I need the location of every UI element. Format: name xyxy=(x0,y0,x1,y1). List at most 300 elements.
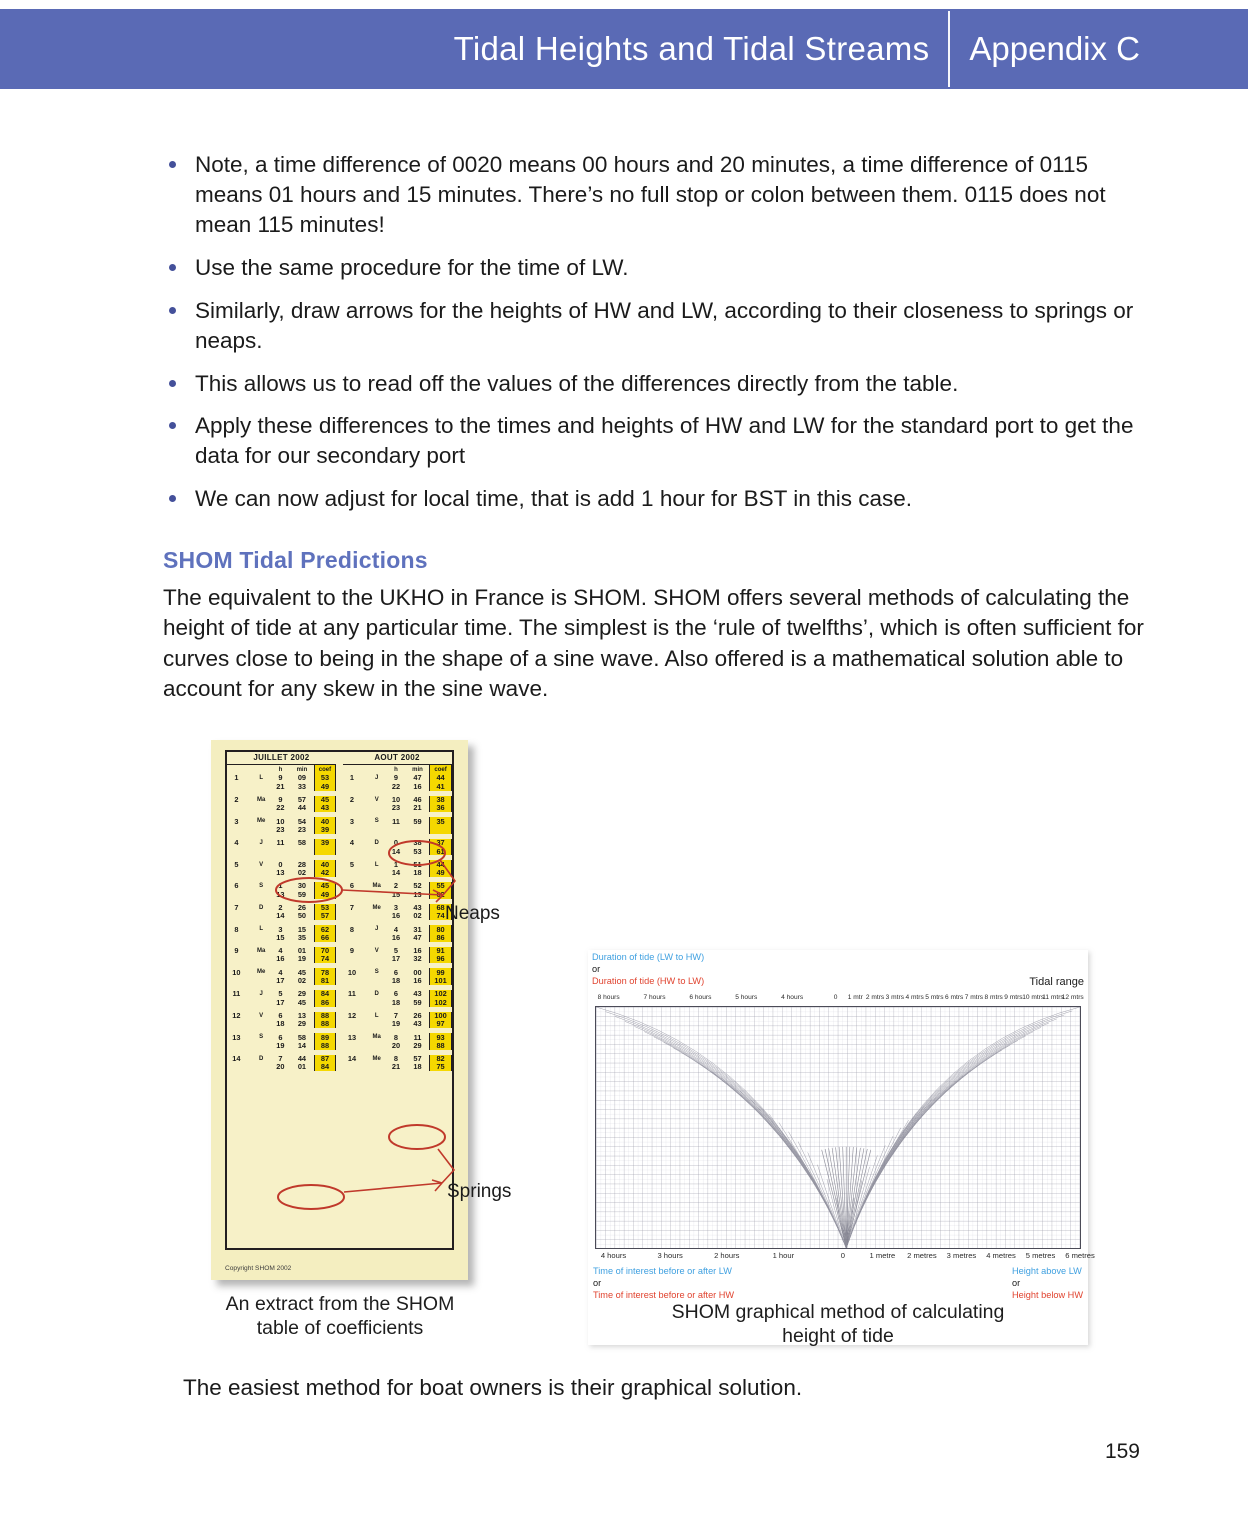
cell-minute-right: 26 xyxy=(413,1010,422,1020)
cell-hour-left: 1 xyxy=(278,881,283,891)
cell-day-right: 2 xyxy=(349,795,354,805)
cell-minute-left: 57 xyxy=(297,795,307,805)
cell-coef-right: 100 xyxy=(430,1012,452,1020)
duration-lw-to-hw-label: Duration of tide (LW to HW) xyxy=(592,952,705,962)
column-gap xyxy=(336,839,343,847)
cell-coef-right: 75 xyxy=(430,1063,452,1071)
cell-dayofweek-left xyxy=(249,933,271,941)
cell-day-right: 14 xyxy=(347,1054,357,1064)
column-gap xyxy=(336,804,343,812)
cell-hour-right: 7 xyxy=(393,1010,399,1020)
cell-dayofweek-right xyxy=(364,998,386,1006)
cell-day-left: 1 xyxy=(234,773,239,783)
cell-dayofweek-left xyxy=(249,804,271,812)
cell-minute-left: 44 xyxy=(297,803,307,813)
column-gap xyxy=(336,1063,343,1071)
section-paragraph: The equivalent to the UKHO in France is SHOM. SHOM offers several methods of calculating the height of tide at any particular time. The simplest is the ‘rule of twelfths’, which is often sufficient for curves close to being in the shape of a sine wave. Also offered is a mathematical solution able to account for any skew in the sine wave. xyxy=(163,585,1144,701)
cell-day-right: 12 xyxy=(347,1010,357,1020)
cell-day-right xyxy=(343,782,365,790)
shom-table-frame xyxy=(225,750,454,1250)
month-header-row xyxy=(227,752,452,765)
cell-coef-right: 36 xyxy=(430,804,452,812)
figure-shom-graph xyxy=(588,950,1095,1347)
top-tick-metres: 0 xyxy=(833,994,838,1001)
bullet-dot-icon xyxy=(169,380,176,387)
cell-coef-right: 74 xyxy=(430,912,452,920)
cell-minute-right: 31 xyxy=(413,924,422,934)
cell-hour-right: 4 xyxy=(393,924,399,934)
top-tick-metres: 10 mtrs xyxy=(1022,994,1045,1001)
cell-minute-right: 16 xyxy=(413,781,422,791)
column-header-h: h xyxy=(278,766,283,773)
page-title: Tidal Heights and Tidal Streams xyxy=(453,30,930,67)
cell-minute-right: 11 xyxy=(413,1032,422,1042)
top-tick-metres: 7 mtrs xyxy=(964,994,984,1001)
list-item-text: Use the same procedure for the time of LW. xyxy=(195,254,629,280)
cell-dayofweek-right: D xyxy=(374,839,379,846)
cell-minute-right: 32 xyxy=(413,954,422,964)
cell-hour-left: 6 xyxy=(278,1010,283,1020)
column-gap xyxy=(336,1033,343,1041)
table-row xyxy=(227,839,452,847)
column-gap xyxy=(336,860,343,868)
cell-coef-left: 62 xyxy=(314,925,336,933)
top-tick-hours: 4 hours xyxy=(781,994,804,1001)
cell-day-left: 3 xyxy=(234,816,239,826)
cell-minute-left xyxy=(292,847,314,855)
cell-coef-right: 91 xyxy=(430,947,452,955)
cell-dayofweek-left: D xyxy=(258,904,264,911)
cell-day-right: 1 xyxy=(349,773,354,783)
cell-day-right: 10 xyxy=(347,967,357,977)
table-row xyxy=(227,825,452,833)
cell-coef-left: 88 xyxy=(314,1012,336,1020)
cell-dayofweek-right: L xyxy=(374,861,379,868)
cell-coef-right xyxy=(430,825,452,833)
bottom-tick-hours: 1 hour xyxy=(772,1251,795,1260)
cell-minute-left: 01 xyxy=(297,946,307,956)
appendix-label: Appendix C xyxy=(969,30,1140,67)
page-content xyxy=(163,150,1153,704)
bottom-tick-metres: 0 xyxy=(840,1251,845,1260)
cell-day-left: 14 xyxy=(232,1054,241,1064)
cell-dayofweek-left xyxy=(249,955,271,963)
figure-left-caption xyxy=(199,1293,481,1341)
cell-coef-left: 43 xyxy=(314,804,336,812)
cell-dayofweek-left xyxy=(249,869,271,877)
column-gap xyxy=(336,817,343,825)
cell-day-right: 4 xyxy=(349,838,354,848)
column-header-coef: coef xyxy=(430,765,452,775)
height-below-hw-label: Height below HW xyxy=(1012,1289,1083,1300)
cell-dayofweek-left: V xyxy=(259,861,264,868)
cell-coef-right: 38 xyxy=(430,796,452,804)
list-item xyxy=(163,150,1153,240)
figure-right-caption-line1: SHOM graphical method of calculating xyxy=(671,1301,1005,1323)
cell-dayofweek-left xyxy=(249,782,271,790)
table-row xyxy=(227,912,452,920)
cell-dayofweek-right xyxy=(364,804,386,812)
top-tick-metres: 11 mtrs xyxy=(1042,994,1064,1001)
graph-top-labels xyxy=(592,952,1088,987)
cell-dayofweek-left: Me xyxy=(256,969,266,976)
graph-top-axis-ticks xyxy=(594,994,1082,1005)
graph-grid-and-fan xyxy=(596,1007,1080,1248)
cell-coef-left: 81 xyxy=(314,977,336,985)
cell-dayofweek-left: J xyxy=(259,991,263,998)
cell-dayofweek-right xyxy=(364,1063,386,1071)
cell-hour-left: 17 xyxy=(276,997,285,1007)
cell-day-right: 11 xyxy=(348,989,356,999)
height-or-label: or xyxy=(1012,1277,1021,1288)
cell-coef-right: 82 xyxy=(430,1055,452,1063)
top-tick-hours: 8 hours xyxy=(597,994,620,1001)
shom-table-card xyxy=(211,740,468,1280)
cell-coef-left: 87 xyxy=(314,1055,336,1063)
cell-hour-left: 17 xyxy=(276,976,285,986)
bottom-tick-hours: 3 hours xyxy=(657,1251,683,1260)
cell-dayofweek-left xyxy=(249,977,271,985)
bottom-tick-hours: 2 hours xyxy=(714,1251,740,1260)
cell-hour-left: 15 xyxy=(276,932,285,942)
cell-hour-right: 10 xyxy=(391,795,401,805)
cell-dayofweek-right xyxy=(364,890,386,898)
cell-day-left xyxy=(227,869,249,877)
section-heading: SHOM Tidal Predictions xyxy=(163,547,428,574)
cell-hour-right: 22 xyxy=(391,781,401,791)
bottom-tick-hours: 4 hours xyxy=(600,1251,627,1260)
cell-minute-left: 33 xyxy=(297,781,307,791)
cell-minute-left: 29 xyxy=(297,989,307,999)
table-row xyxy=(227,1020,452,1028)
top-tick-metres: 9 mtrs xyxy=(1004,994,1023,1001)
column-gap xyxy=(336,1041,343,1049)
cell-coef-left: 39 xyxy=(314,825,336,833)
cell-hour-left: 4 xyxy=(278,946,283,956)
cell-minute-left: 45 xyxy=(297,997,307,1007)
header-inner xyxy=(454,11,1248,87)
cell-day-left xyxy=(227,782,249,790)
cell-hour-left: 19 xyxy=(276,1040,285,1050)
cell-minute-right: 43 xyxy=(413,1019,422,1029)
cell-dayofweek-left xyxy=(249,1063,271,1071)
column-gap xyxy=(336,782,343,790)
cell-hour-right: 8 xyxy=(393,1032,399,1042)
cell-day-left xyxy=(227,933,249,941)
cell-minute-right: 46 xyxy=(413,795,422,805)
cell-day-left xyxy=(227,1041,249,1049)
cell-day-left: 5 xyxy=(234,859,239,869)
cell-coef-left: 49 xyxy=(314,782,336,790)
cell-dayofweek-right: V xyxy=(374,947,379,954)
cell-dayofweek-left: Ma xyxy=(256,947,266,954)
cell-dayofweek-left: J xyxy=(259,839,263,846)
neaps-label: Neaps xyxy=(445,903,500,924)
cell-hour-right: 20 xyxy=(391,1040,401,1050)
cell-day-left xyxy=(227,912,249,920)
cell-hour-right xyxy=(386,825,408,833)
cell-coef-right: 35 xyxy=(430,817,452,825)
cell-minute-right: 18 xyxy=(413,868,422,878)
cell-hour-left: 22 xyxy=(276,803,285,813)
cell-day-left xyxy=(227,955,249,963)
cell-hour-left: 5 xyxy=(278,989,283,999)
cell-day-right xyxy=(343,912,365,920)
column-gap xyxy=(336,955,343,963)
cell-day-left: 6 xyxy=(234,881,239,891)
column-gap xyxy=(336,1020,343,1028)
cell-coef-right: 62 xyxy=(430,890,452,898)
cell-hour-right: 2 xyxy=(393,881,399,891)
cell-minute-right: 53 xyxy=(413,846,422,856)
cell-dayofweek-left: L xyxy=(259,775,263,782)
list-item xyxy=(163,484,1153,514)
column-gap xyxy=(336,752,343,765)
cell-hour-right: 16 xyxy=(391,911,401,921)
list-item xyxy=(163,296,1153,356)
cell-coef-left: 57 xyxy=(314,912,336,920)
list-item-text: Similarly, draw arrows for the heights of HW and LW, according to their closeness to springs or neaps. xyxy=(195,297,1134,353)
graph-bottom-left-labels xyxy=(593,1266,734,1301)
cell-minute-left: 44 xyxy=(297,1054,307,1064)
cell-coef-right: 44 xyxy=(430,860,452,868)
cell-hour-right: 17 xyxy=(391,954,401,964)
cell-minute-right xyxy=(408,825,430,833)
cell-day-left xyxy=(227,977,249,985)
column-header-h: h xyxy=(394,766,398,773)
column-gap xyxy=(336,977,343,985)
springs-label: Springs xyxy=(447,1181,512,1202)
cell-day-right xyxy=(343,825,365,833)
cell-hour-right: 18 xyxy=(391,976,401,986)
cell-minute-left: 15 xyxy=(297,924,307,934)
cell-coef-left: 53 xyxy=(314,774,336,782)
cell-day-right xyxy=(343,804,365,812)
cell-dayofweek-right: J xyxy=(375,775,379,782)
cell-hour-right: 18 xyxy=(391,997,401,1007)
cell-minute-left: 54 xyxy=(297,816,307,826)
bottom-tick-metres: 6 metres xyxy=(1065,1251,1095,1260)
cell-hour-left: 18 xyxy=(276,1019,285,1029)
table-row xyxy=(227,847,452,855)
cell-hour-left: 3 xyxy=(278,924,283,934)
cell-hour-right: 21 xyxy=(391,1062,401,1072)
cell-minute-left: 45 xyxy=(297,967,307,977)
cell-coef-left: 39 xyxy=(314,839,336,847)
cell-day-left: 10 xyxy=(232,967,241,977)
duration-or-label: or xyxy=(592,963,601,974)
cell-hour-right: 14 xyxy=(391,868,401,878)
column-gap xyxy=(336,947,343,955)
cell-minute-right: 47 xyxy=(413,932,422,942)
graph-bottom-axis-ticks xyxy=(594,1251,1095,1263)
cell-day-right xyxy=(343,977,365,985)
cell-minute-right: 18 xyxy=(413,1062,422,1072)
cell-dayofweek-left: V xyxy=(259,1012,264,1019)
cell-minute-left: 14 xyxy=(297,1040,307,1050)
cell-dayofweek-right xyxy=(364,869,386,877)
cell-coef-left: 66 xyxy=(314,933,336,941)
cell-day-left: 8 xyxy=(234,924,239,934)
column-header-min: min xyxy=(412,766,423,773)
cell-dayofweek-left xyxy=(249,847,271,855)
cell-hour-left: 23 xyxy=(276,824,285,834)
cell-day-left xyxy=(227,890,249,898)
table-row xyxy=(227,890,452,898)
cell-dayofweek-right: J xyxy=(375,926,379,933)
cell-dayofweek-right xyxy=(364,933,386,941)
cell-coef-right: 93 xyxy=(430,1033,452,1041)
cell-dayofweek-right: S xyxy=(374,969,379,976)
graph-plot-area xyxy=(595,1006,1081,1249)
cell-minute-left: 58 xyxy=(297,1032,307,1042)
column-gap xyxy=(336,890,343,898)
figure-right-caption-line2: height of tide xyxy=(782,1324,894,1347)
cell-coef-right: 96 xyxy=(430,955,452,963)
table-row xyxy=(227,998,452,1006)
cell-day-right: 8 xyxy=(349,924,354,934)
cell-day-right: 13 xyxy=(347,1032,357,1042)
cell-dayofweek-left: S xyxy=(259,1034,264,1041)
month-header-right: AOUT 2002 xyxy=(343,752,452,765)
cell-minute-right: 43 xyxy=(413,903,422,912)
cell-dayofweek-right xyxy=(364,955,386,963)
header-divider xyxy=(948,11,950,87)
cell-dayofweek-right xyxy=(364,1041,386,1049)
cell-day-right: 5 xyxy=(349,859,354,869)
cell-day-left xyxy=(227,804,249,812)
cell-coef-left: 45 xyxy=(314,796,336,804)
cell-hour-left: 13 xyxy=(276,889,285,899)
tidal-range-label: Tidal range xyxy=(1029,976,1084,988)
figures-row xyxy=(0,735,1248,1355)
cell-day-right xyxy=(343,1041,365,1049)
cell-hour-right: 8 xyxy=(393,1054,399,1064)
cell-coef-right: 80 xyxy=(430,925,452,933)
cell-minute-right: 57 xyxy=(413,1054,422,1064)
cell-hour-left: 13 xyxy=(276,868,285,878)
table-row xyxy=(227,990,452,998)
cell-minute-left: 26 xyxy=(297,903,307,912)
page-header-band xyxy=(0,9,1248,89)
cell-coef-left: 53 xyxy=(314,904,336,912)
cell-coef-right: 99 xyxy=(430,968,452,976)
cell-minute-right: 21 xyxy=(413,803,422,813)
cell-dayofweek-left: S xyxy=(259,883,264,890)
bottom-tick-metres: 5 metres xyxy=(1025,1251,1056,1260)
cell-hour-left: 14 xyxy=(276,911,285,921)
cell-hour-left: 21 xyxy=(276,781,285,791)
cell-day-right xyxy=(343,1020,365,1028)
cell-hour-right: 9 xyxy=(393,773,399,783)
top-tick-hours: 7 hours xyxy=(643,994,666,1001)
cell-day-left: 2 xyxy=(234,795,239,805)
cell-coef-left: 40 xyxy=(314,817,336,825)
cell-day-left: 9 xyxy=(234,946,239,956)
cell-minute-left: 30 xyxy=(297,881,307,891)
cell-coef-left: 42 xyxy=(314,869,336,877)
top-tick-hours: 5 hours xyxy=(735,994,758,1001)
column-gap xyxy=(336,847,343,855)
list-item xyxy=(163,253,1153,283)
bullet-dot-icon xyxy=(169,495,176,502)
cell-hour-left: 2 xyxy=(278,903,283,912)
cell-day-right: 6 xyxy=(349,881,354,891)
table-row xyxy=(227,869,452,877)
figure-left-caption-line2: table of coefficients xyxy=(256,1316,424,1339)
cell-coef-left: 40 xyxy=(314,860,336,868)
cell-minute-left: 35 xyxy=(297,932,307,942)
cell-coef-left: 70 xyxy=(314,947,336,955)
column-header-blank xyxy=(364,765,386,775)
bullet-dot-icon xyxy=(169,422,176,429)
cell-coef-left: 89 xyxy=(314,1033,336,1041)
cell-day-right xyxy=(343,869,365,877)
cell-dayofweek-right: Ma xyxy=(372,883,381,890)
cell-dayofweek-right: Me xyxy=(372,904,381,911)
cell-day-left: 4 xyxy=(234,838,239,848)
top-tick-metres: 4 mtrs xyxy=(905,994,924,1001)
bottom-tick-metres: 3 metres xyxy=(946,1251,977,1260)
time-of-interest-hw-label: Time of interest before or after HW xyxy=(593,1289,735,1300)
cell-coef-left: 88 xyxy=(314,1041,336,1049)
cell-minute-right: 16 xyxy=(413,946,422,956)
cell-coef-right: 61 xyxy=(430,847,452,855)
cell-coef-right: 88 xyxy=(430,1041,452,1049)
cell-dayofweek-right xyxy=(364,847,386,855)
cell-dayofweek-left xyxy=(249,890,271,898)
top-tick-metres: 6 mtrs xyxy=(944,994,964,1001)
table-row xyxy=(227,1063,452,1071)
cell-minute-right: 38 xyxy=(413,838,422,848)
cell-coef-left: 78 xyxy=(314,968,336,976)
figure-right-caption xyxy=(603,1301,1073,1349)
cell-day-left: 12 xyxy=(232,1010,241,1020)
cell-minute-right: 52 xyxy=(413,881,422,891)
column-header-min: min xyxy=(296,766,308,773)
figure-left-caption-line1: An extract from the SHOM xyxy=(225,1293,455,1315)
list-item-text: Apply these differences to the times and heights of HW and LW for the standard port to get the data for our secondary port xyxy=(195,413,1134,469)
time-of-interest-lw-label: Time of interest before or after LW xyxy=(593,1266,732,1276)
cell-dayofweek-left: D xyxy=(258,1055,264,1062)
column-gap xyxy=(336,968,343,976)
cell-day-left xyxy=(227,1020,249,1028)
cell-coef-right: 41 xyxy=(430,782,452,790)
cell-minute-left: 29 xyxy=(297,1019,307,1029)
cell-minute-right: 59 xyxy=(413,997,422,1007)
table-row xyxy=(227,933,452,941)
cell-day-right: 3 xyxy=(349,816,354,826)
graph-card xyxy=(588,950,1095,1345)
cell-dayofweek-right: V xyxy=(374,796,379,803)
cell-dayofweek-right: D xyxy=(374,991,379,998)
cell-dayofweek-right xyxy=(364,1020,386,1028)
cell-day-left xyxy=(227,847,249,855)
cell-minute-left: 09 xyxy=(297,773,307,783)
cell-hour-left xyxy=(271,847,293,855)
top-tick-metres: 12 mtrs xyxy=(1061,994,1084,1001)
cell-hour-left: 4 xyxy=(278,967,283,977)
column-gap xyxy=(336,774,343,782)
cell-coef-left: 45 xyxy=(314,882,336,890)
column-gap xyxy=(336,869,343,877)
cell-hour-right: 15 xyxy=(391,889,401,899)
cell-day-left xyxy=(227,1063,249,1071)
cell-minute-left: 50 xyxy=(297,911,307,921)
cell-dayofweek-left: L xyxy=(259,926,263,933)
cell-dayofweek-left xyxy=(249,825,271,833)
list-item-text: We can now adjust for local time, that is add 1 hour for BST in this case. xyxy=(195,486,913,512)
